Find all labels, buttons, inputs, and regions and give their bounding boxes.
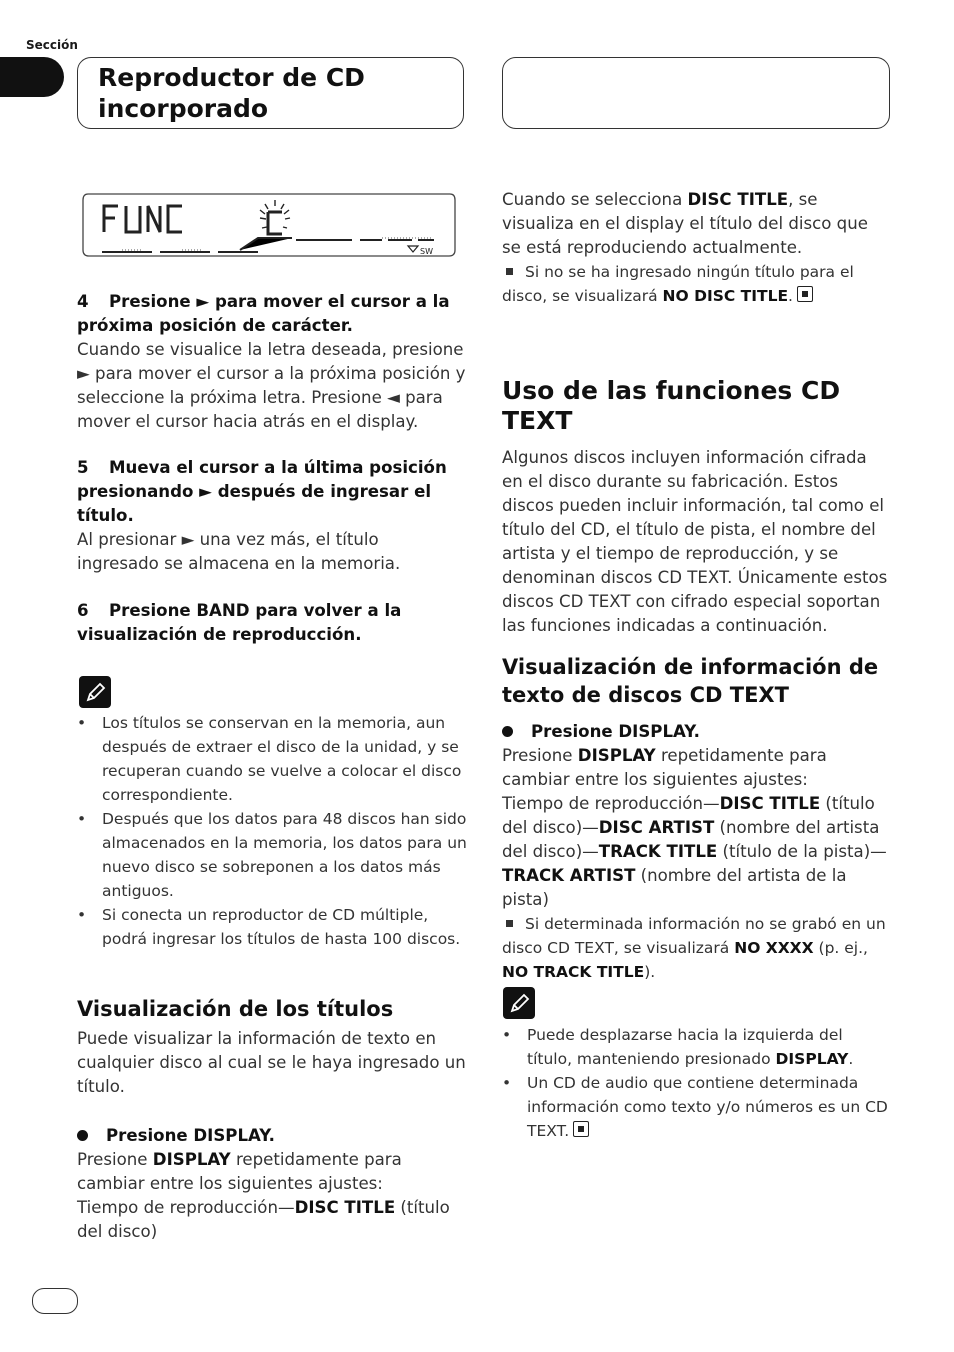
bullet-icon [77,1130,88,1141]
text-run-bold: DISPLAY [775,1050,849,1068]
section-tab [0,57,64,97]
text-run-bold: DISPLAY [152,1150,231,1169]
square-bullet-icon [506,920,513,927]
press-display-right [502,720,894,984]
section-heading: Visualización de información de texto de discos CD TEXT [502,655,879,707]
step-4 [77,290,467,434]
step-number: 4 [77,292,89,311]
section-body: Puede visualizar la información de texto en cualquier disco al cual se le haya ingresado un título. [77,1029,466,1096]
empty-title-box [502,57,890,129]
note-item: • Los títulos se conservan en la memoria, aun después de extraer el disco de la unidad, y se recuperan cuando se vuelve a colocar el disco correspondiente. [77,711,467,807]
text-run: , se visualiza en el display el título del disco que se está reproduciendo actualmente. [502,190,868,257]
text-run: Puede desplazarse hacia la izquierda del título, manteniendo presionado [527,1026,843,1068]
text-run-bold: NO TRACK TITLE [502,963,645,981]
section-body: Algunos discos incluyen información cifrada en el disco durante su fabricación. Estos discos pueden incluir información, tal como el título del CD, el título de pista, el nombre del artista y el tiempo de reproducción, y se denominan discos CD TEXT. Únicamente estos discos CD TEXT con cifrado especial soportan las funciones indicadas a continuación. [502,448,888,635]
section-title: Reproductor de CD incorporado [98,63,365,123]
text-run-bold: DISC TITLE [294,1198,396,1217]
text-run: ). [644,963,656,981]
step-heading: Presione ► para mover el cursor a la próxima posición de carácter. [77,292,450,335]
text-run: Cuando se selecciona [502,190,688,209]
end-mark-icon [797,286,813,302]
note-icon [503,987,535,1023]
note-icon [79,676,111,712]
page-number-box [32,1288,78,1314]
text-run-bold: DISC TITLE [687,190,789,209]
step-heading: Mueva el cursor a la última posición presionando ► después de ingresar el título. [77,458,447,525]
disc-title-paragraph [502,188,890,308]
press-display-left [77,1124,467,1244]
text-run-bold: DISPLAY [577,746,656,765]
section-heading: Uso de las funciones CD TEXT [502,376,841,435]
note-item: • Después que los datos para 48 discos han sido almacenados en la memoria, los datos para un nuevo disco se sobreponen a los datos más antiguos. [77,807,467,903]
text-run-bold: NO XXXX [734,939,814,957]
lcd-display-illustration [82,192,456,258]
text-run: (p. ej., [813,939,868,957]
text-run: Presione [502,746,578,765]
text-run: Un CD de audio que contiene determinada información como texto y/o números es un CD TEXT. [527,1074,888,1140]
square-bullet-icon [506,268,513,275]
uso-cd-text-section [502,376,892,638]
text-run: . [848,1050,854,1068]
note-item: • Si conecta un reproductor de CD múltiple, podrá ingresar los títulos de hasta 100 discos. [77,903,467,951]
text-run: (título del disco) [77,1198,450,1241]
text-run: Tiempo de reproducción— [77,1198,295,1217]
text-run-bold: TRACK ARTIST [502,866,636,885]
step-body: Cuando se visualice la letra deseada, presione ► para mover el cursor a la próxima posición y seleccione la próxima letra. Presione ◄ para mover el cursor hacia atrás en el display. [77,340,466,431]
step-heading: Presione DISPLAY. [106,1126,275,1145]
text-run: Si determinada información no se grabó en un disco CD TEXT, se visualizará [502,915,886,957]
text-run-bold: DISC TITLE [719,794,821,813]
end-mark-icon [573,1121,589,1137]
section-label: Sección [26,38,78,52]
notes-list-right [502,1023,892,1143]
note-item [502,1071,892,1143]
text-run: repetidamente para cambiar entre los siguientes ajustes: [502,746,827,789]
text-run: Si no se ha ingresado ningún título para el disco, se visualizará [502,263,854,305]
text-run: repetidamente para cambiar entre los siguientes ajustes: [77,1150,402,1193]
text-run: (nombre del artista del disco)— [502,818,880,861]
notes-list-left [77,711,467,951]
text-run: (título de la pista)— [717,842,887,861]
text-run: (título del disco)— [502,794,875,837]
vis-info-section [502,653,892,709]
step-heading: Presione DISPLAY. [531,722,700,741]
text-run-bold: TRACK TITLE [598,842,718,861]
step-number: 6 [77,601,89,620]
sw-label: SW [420,247,433,256]
section-heading: Visualización de los títulos [77,997,394,1021]
step-6 [77,599,465,647]
bullet-icon [502,726,513,737]
section-title-box [77,57,464,129]
text-run-bold: NO DISC TITLE [662,287,789,305]
note-item [502,1023,892,1071]
step-5 [77,456,465,576]
vis-titulos-section [77,995,467,1099]
step-body: Al presionar ► una vez más, el título ingresado se almacena en la memoria. [77,530,401,573]
step-number: 5 [77,458,89,477]
text-run: (nombre del artista de la pista) [502,866,847,909]
step-heading: Presione BAND para volver a la visualización de reproducción. [77,601,402,644]
text-run: Presione [77,1150,153,1169]
text-run-bold: DISC ARTIST [598,818,715,837]
text-run: Tiempo de reproducción— [502,794,720,813]
text-run: . [788,287,793,305]
